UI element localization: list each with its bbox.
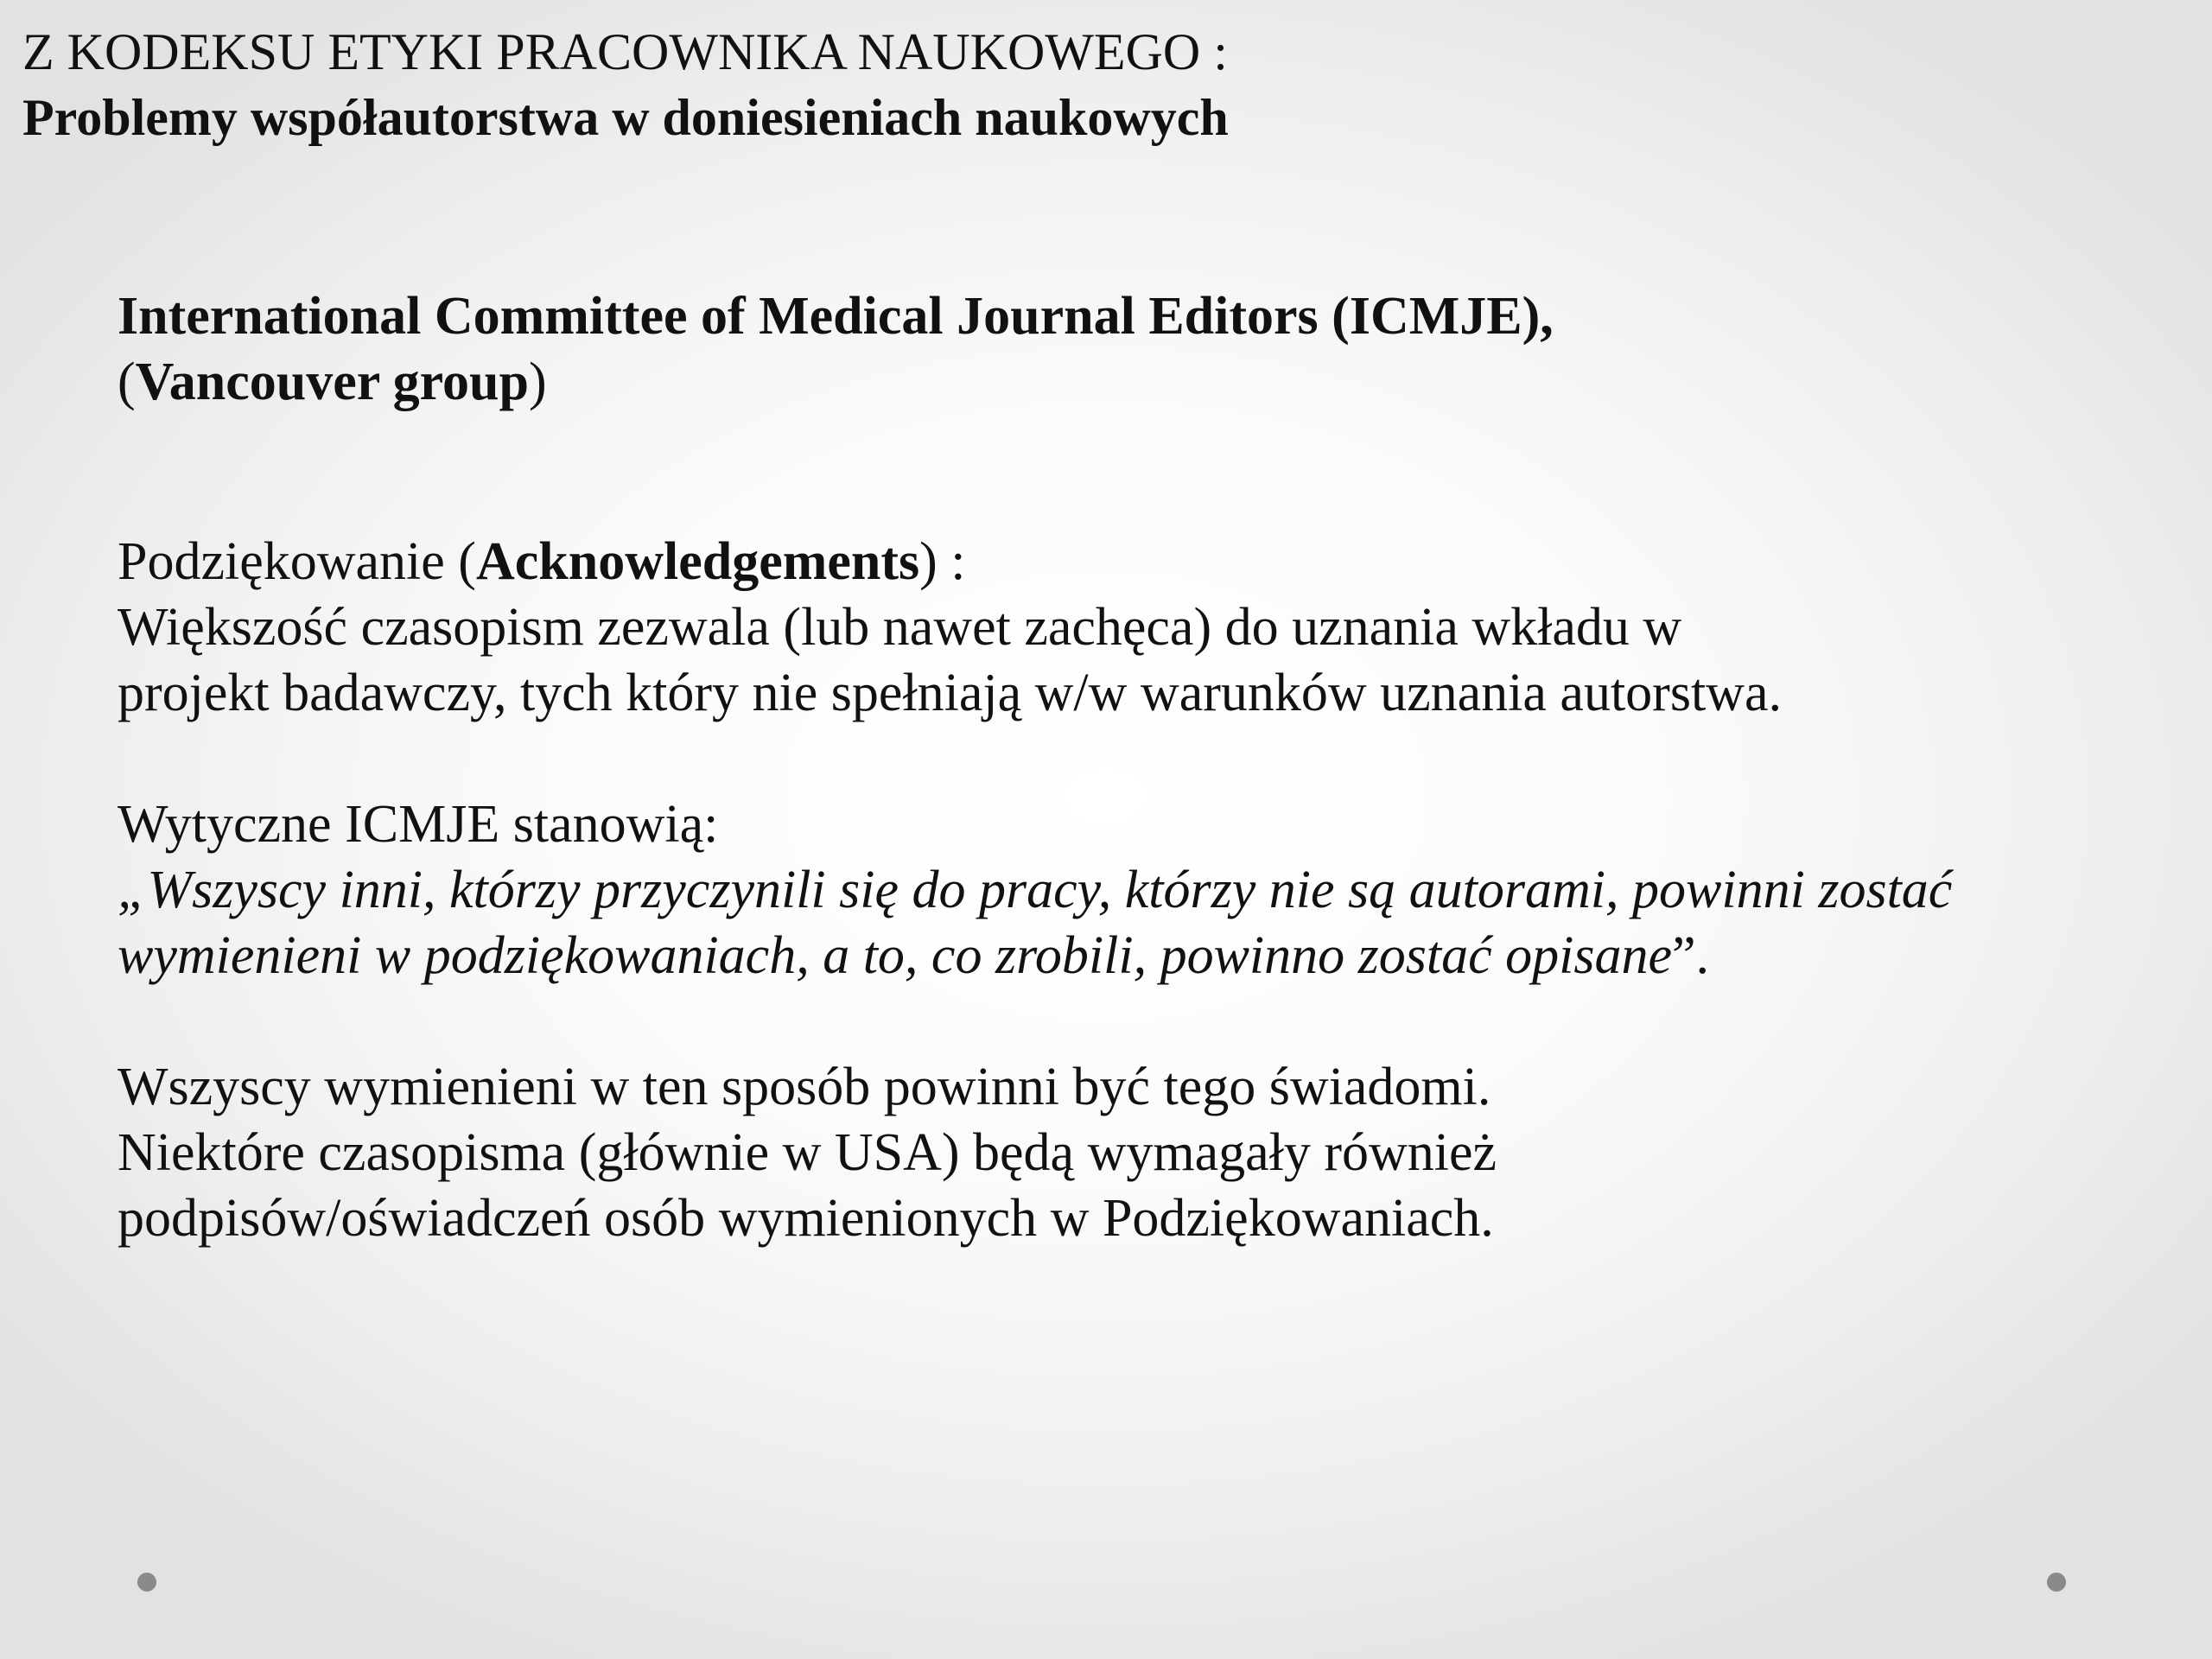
spacer xyxy=(118,415,2122,529)
ack-label-after: ) : xyxy=(919,532,966,591)
ack-paragraph-line2: projekt badawczy, tych który nie spełniają w/w warunków uznania autorstwa. xyxy=(118,664,1782,722)
closing-line2: Niektóre czasopisma (głównie w USA) będą wymagały również xyxy=(118,1123,1497,1182)
closing-line1: Wszyscy wymienieni w ten sposób powinni być tego świadomi. xyxy=(118,1058,1491,1116)
slide-header xyxy=(22,19,2183,150)
decorative-dot-left xyxy=(137,1573,156,1592)
header-subtitle: Problemy współautorstwa w doniesieniach naukowych xyxy=(22,89,1229,146)
guidelines-quote-line2-wrap xyxy=(118,923,2122,988)
committee-name: International Committee of Medical Journal Editors (ICMJE), xyxy=(118,287,1554,346)
group-close-paren: ) xyxy=(529,353,547,411)
acknowledgements-heading xyxy=(118,529,2122,594)
committee-group xyxy=(118,349,2122,415)
closing-line3: podpisów/oświadczeń osób wymienionych w Podziękowaniach. xyxy=(118,1189,1494,1248)
header-title: Z KODEKSU ETYKI PRACOWNIKA NAUKOWEGO : xyxy=(22,23,1228,80)
ack-label-bold: Acknowledgements xyxy=(475,532,920,591)
spacer xyxy=(118,988,2122,1054)
slide-body xyxy=(118,283,2122,1251)
guidelines-quote-line2: wymienieni w podziękowaniach, a to, co zrobili, powinno zostać opisane xyxy=(118,926,1673,985)
guidelines-intro: Wytyczne ICMJE stanowią: xyxy=(118,795,719,854)
group-name: Vancouver group xyxy=(135,353,529,411)
decorative-dot-right xyxy=(2047,1573,2066,1592)
ack-paragraph-line1: Większość czasopism zezwala (lub nawet zachęca) do uznania wkładu w xyxy=(118,598,1682,657)
guidelines-quote-end: ”. xyxy=(1672,926,1710,985)
spacer xyxy=(118,726,2122,791)
guidelines-quote-line1: „Wszyscy inni, którzy przyczynili się do pracy, którzy nie są autorami, powinni zostać xyxy=(118,861,1953,919)
ack-label-before: Podziękowanie ( xyxy=(118,532,476,591)
group-open-paren: ( xyxy=(118,353,136,411)
